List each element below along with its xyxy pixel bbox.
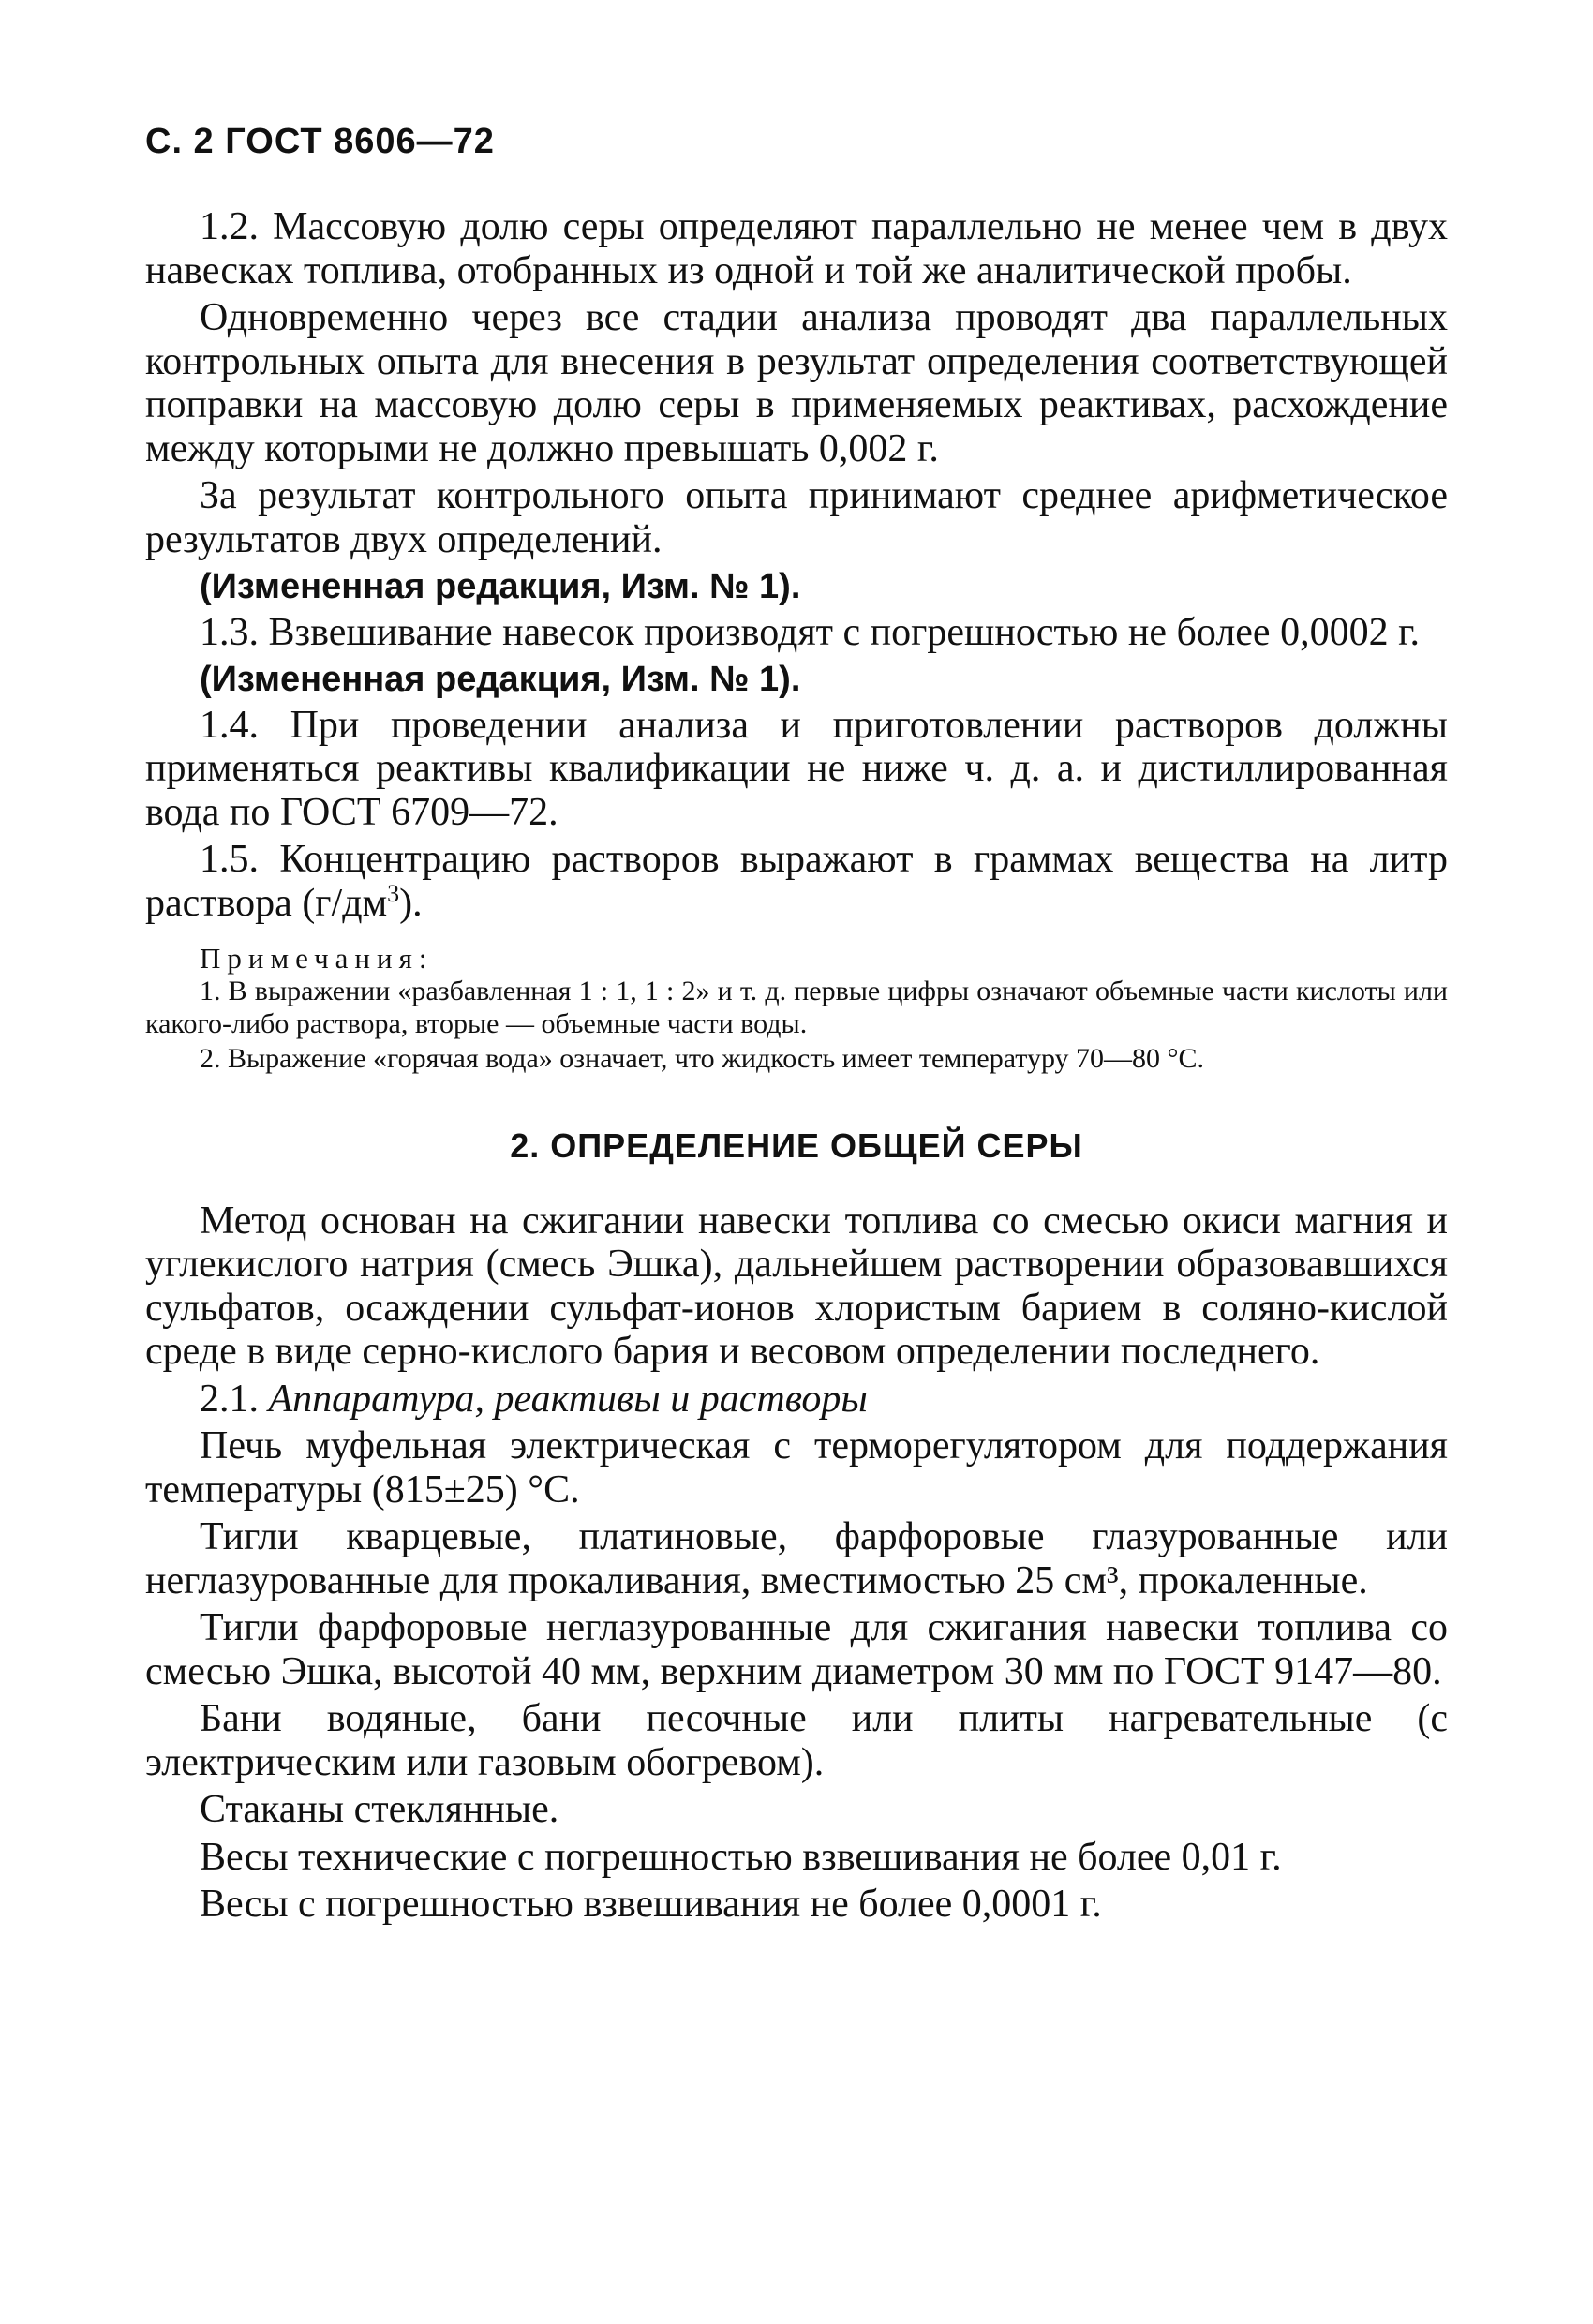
subsection-2-1-heading xyxy=(145,1378,1448,1422)
equipment-analytical-scales: Весы с погрешностью взвешивания не более 0,0001 г. xyxy=(200,1883,1102,1926)
paragraph-1-4: 1.4. При проведении анализа и приготовлении растворов должны применяться реактивы квалификации не ниже ч. д. а. и дистиллированная вода по ГОСТ 6709—72. xyxy=(145,703,1448,834)
amendment-note-1: (Измененная редакция, Изм. № 1). xyxy=(200,567,801,606)
equipment-crucibles-calcination: Тигли кварцевые, платиновые, фарфоровые глазурованные или неглазурованные для прокаливания, вместимостью 25 см³, прокаленные. xyxy=(145,1515,1448,1602)
amendment-note-2: (Измененная редакция, Изм. № 1). xyxy=(200,660,801,699)
note-2: 2. Выражение «горячая вода» означает, что жидкость имеет температуру 70—80 °С. xyxy=(200,1043,1205,1074)
note-1: 1. В выражении «разбавленная 1 : 1, 1 : 2» и т. д. первые цифры означают объемные части кислоты или какого-либо раствора, вторые — объемные части воды. xyxy=(145,976,1448,1039)
paragraph-control-experiment: Одновременно через все стадии анализа проводят два параллельных контрольных опыта для внесения в результат определения соответствующей поправки на массовую долю серы в применяемых реактивах, расхождение между которыми не должно превышать 0,002 г. xyxy=(145,296,1448,470)
document-page xyxy=(145,122,1448,1930)
paragraph-1-5 xyxy=(145,838,1448,925)
equipment-technical-scales: Весы технические с погрешностью взвешивания не более 0,01 г. xyxy=(200,1835,1282,1879)
page-header: С. 2 ГОСТ 8606—72 xyxy=(145,122,495,161)
notes-title: Примечания: xyxy=(200,942,434,975)
paragraph-1-5-tail: ). xyxy=(399,881,423,925)
equipment-furnace: Печь муфельная электрическая с терморегулятором для поддержания температуры (815±25) °С. xyxy=(145,1424,1448,1512)
paragraph-1-2: 1.2. Массовую долю серы определяют параллельно не менее чем в двух навесках топлива, отобранных из одной и той же аналитической пробы. xyxy=(145,205,1448,292)
equipment-crucibles-combustion: Тигли фарфоровые неглазурованные для сжигания навески топлива со смесью Эшка, высотой 40 мм, верхним диаметром 30 мм по ГОСТ 9147—80. xyxy=(145,1606,1448,1693)
paragraph-1-5-text: 1.5. Концентрацию растворов выражают в граммах вещества на литр раствора (г/дм xyxy=(145,838,1448,925)
equipment-beakers: Стаканы стеклянные. xyxy=(200,1788,559,1831)
equipment-baths: Бани водяные, бани песочные или плиты нагревательные (с электрическим или газовым обогревом). xyxy=(145,1697,1448,1784)
section-2-title: 2. ОПРЕДЕЛЕНИЕ ОБЩЕЙ СЕРЫ xyxy=(510,1125,1083,1165)
paragraph-control-result: За результат контрольного опыта принимают среднее арифметическое результатов двух определений. xyxy=(145,474,1448,561)
method-description: Метод основан на сжигании навески топлива со смесью окиси магния и углекислого натрия (смесь Эшка), дальнейшем растворении образовавшихся сульфатов, осаждении сульфат-ионов хлористым барием в соляно-кислой среде в виде серно-кислого бария и весовом определении последнего. xyxy=(145,1199,1448,1373)
subsection-2-1-number: 2.1. xyxy=(200,1377,259,1421)
paragraph-1-5-sup: 3 xyxy=(387,879,400,907)
subsection-2-1-title: Аппаратура, реактивы и растворы xyxy=(268,1377,868,1421)
paragraph-1-3: 1.3. Взвешивание навесок производят с погрешностью не более 0,0002 г. xyxy=(200,610,1421,654)
